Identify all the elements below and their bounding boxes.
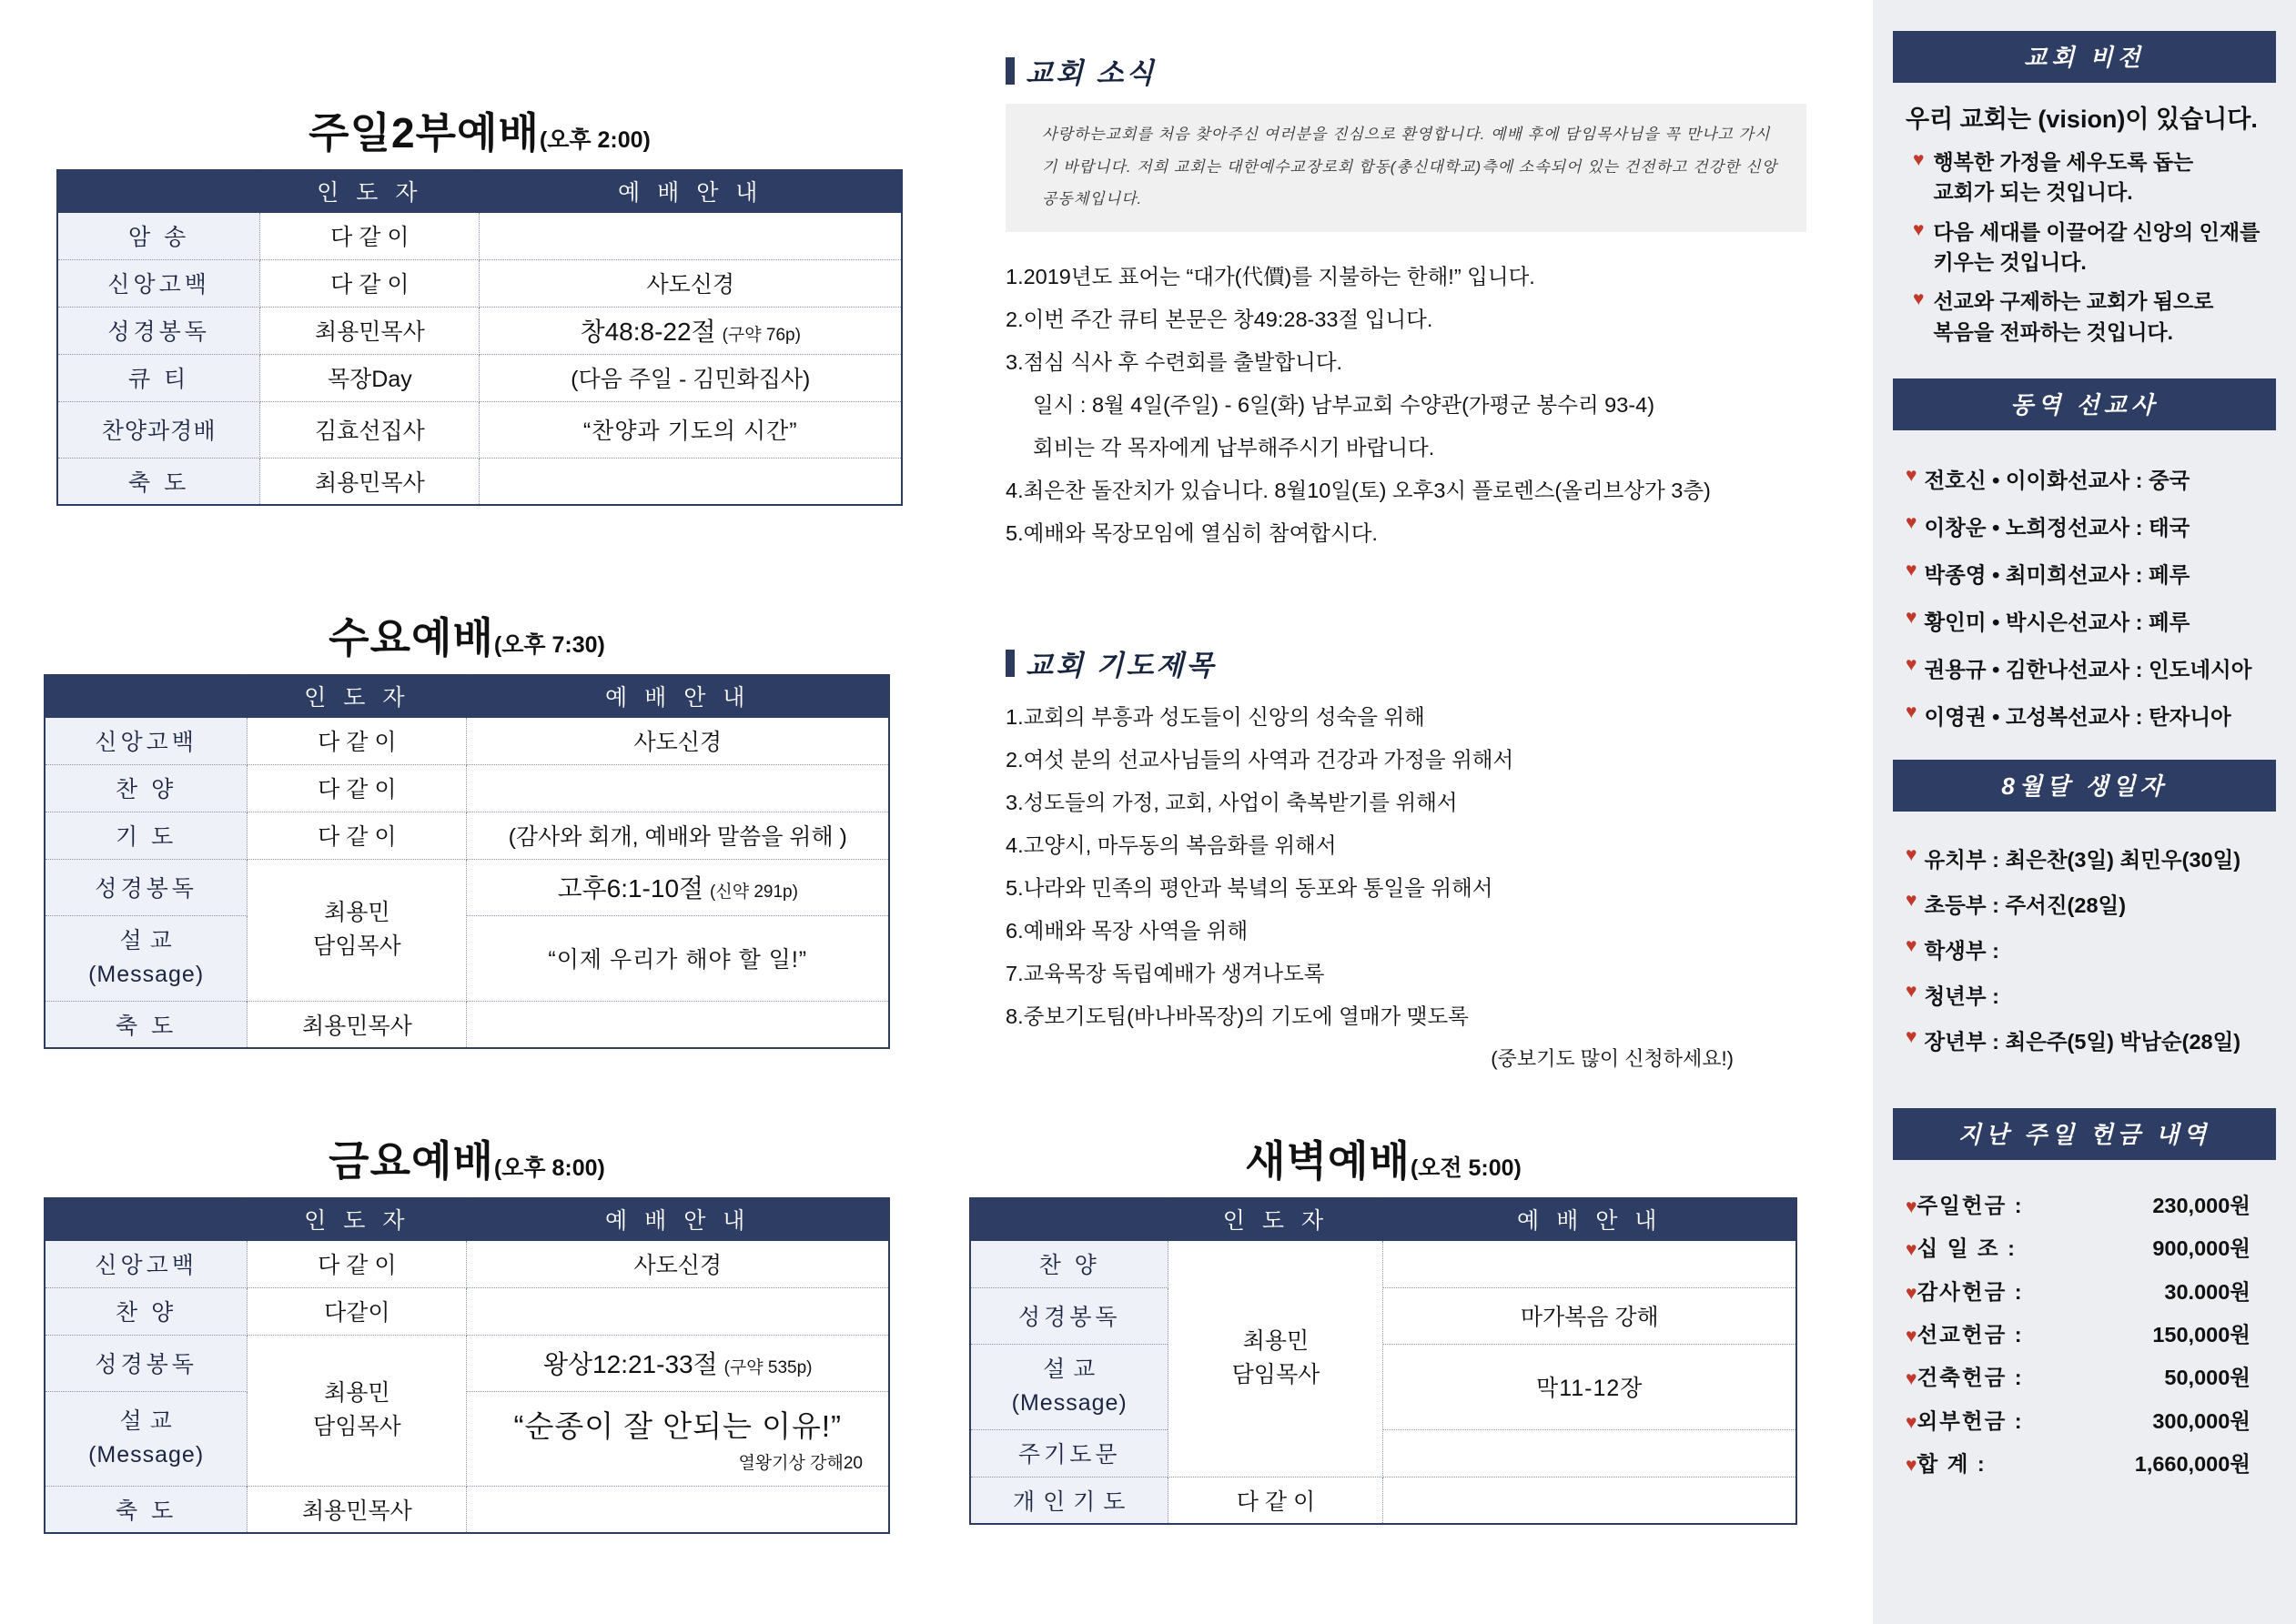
service-title-main: 주일2부예배 bbox=[308, 109, 540, 156]
row-note bbox=[467, 1335, 889, 1391]
offering-amount: 300,000원 bbox=[2152, 1408, 2250, 1433]
row-item: 축 도 bbox=[45, 1001, 248, 1048]
table-row bbox=[57, 354, 902, 401]
row-leader: 다 같 이 bbox=[248, 764, 467, 812]
row-leader: 최용민목사 bbox=[248, 1486, 467, 1533]
list-item: 7.교육목장 독립예배가 생겨나도록 bbox=[1006, 962, 1325, 986]
missionary-item bbox=[1906, 463, 2272, 494]
row-item: 축 도 bbox=[57, 458, 260, 505]
welcome-notice: 사랑하는교회를 처음 찾아주신 여러분을 진심으로 환영합니다. 예배 후에 담임목사님을 꼭 만나고 가시기 바랍니다. 저희 교회는 대한예수교장로회 합동(총신대학교)측에 소속되어 있는 건전하고 건강한 신앙 공동체입니다. bbox=[1006, 104, 1806, 232]
offering-amount: 230,000원 bbox=[2152, 1194, 2250, 1218]
offering-row bbox=[1906, 1275, 2272, 1306]
row-note bbox=[1383, 1477, 1796, 1524]
offering-amount: 150,000원 bbox=[2152, 1322, 2250, 1347]
offering-amount: 900,000원 bbox=[2152, 1236, 2250, 1261]
heart-icon: ♥ bbox=[1906, 844, 1917, 866]
vision-item bbox=[1900, 147, 2272, 208]
col-note: 예 배 안 내 bbox=[467, 1198, 889, 1240]
row-note-text: 고후6:1-10절 bbox=[557, 874, 704, 903]
panel-body-missionaries bbox=[1893, 430, 2276, 740]
list-item: 1.교회의 부흥과 성도들이 신앙의 성숙을 위해 bbox=[1006, 705, 1425, 730]
service-table-friday bbox=[44, 1197, 890, 1534]
list-item: 8.중보기도팀(바나바목장)의 기도에 열매가 맺도록 bbox=[1006, 1004, 1469, 1029]
table-row bbox=[45, 812, 889, 859]
row-item: 설 교 (Message) bbox=[45, 915, 248, 1001]
birthday-item bbox=[1906, 933, 2272, 964]
service-title-wednesday bbox=[44, 605, 890, 665]
table-row bbox=[45, 1240, 889, 1287]
birthday-text: 청년부 : bbox=[1924, 984, 1999, 1009]
col-blank bbox=[45, 675, 248, 717]
birthday-text: 유치부 : 최은찬(3일) 최민우(30일) bbox=[1924, 848, 2241, 873]
col-blank bbox=[45, 1198, 248, 1240]
table-header-row bbox=[45, 675, 889, 717]
list-item: 회비는 각 목자에게 납부해주시기 바랍니다. bbox=[1033, 436, 1435, 460]
row-item: 축 도 bbox=[45, 1486, 248, 1533]
offering-row bbox=[1906, 1404, 2272, 1435]
table-row bbox=[970, 1240, 1796, 1287]
heart-icon: ♥ bbox=[1906, 1411, 1917, 1433]
row-leader: 다 같 이 bbox=[260, 259, 480, 307]
vision-item bbox=[1900, 287, 2272, 348]
section-header-prayer bbox=[1006, 642, 1806, 683]
row-item: 신앙고백 bbox=[45, 1240, 248, 1287]
row-note bbox=[480, 307, 902, 354]
heart-icon: ♥ bbox=[1906, 1368, 1917, 1390]
col-leader: 인 도 자 bbox=[248, 675, 467, 717]
row-item: 설 교 (Message) bbox=[45, 1391, 248, 1486]
panel-body-vision bbox=[1893, 83, 2276, 366]
table-row bbox=[970, 1287, 1796, 1344]
col-note: 예 배 안 내 bbox=[467, 675, 889, 717]
row-note: 마가복음 강해 bbox=[1383, 1287, 1796, 1344]
heart-icon: ♥ bbox=[1906, 512, 1917, 534]
heart-icon: ♥ bbox=[1906, 890, 1917, 912]
section-bar-icon bbox=[1006, 650, 1015, 677]
col-note: 예 배 안 내 bbox=[480, 170, 902, 212]
table-row bbox=[57, 458, 902, 505]
table-header-row bbox=[57, 170, 902, 212]
row-item: 개 인 기 도 bbox=[970, 1477, 1168, 1524]
service-title-sunday2 bbox=[56, 100, 903, 160]
table-row bbox=[45, 915, 889, 1001]
row-note-extra: 열왕기상 강해20 bbox=[738, 1454, 863, 1473]
row-note bbox=[467, 764, 889, 812]
missionary-item bbox=[1906, 652, 2272, 683]
section-bar-icon bbox=[1006, 57, 1015, 85]
row-note bbox=[467, 1287, 889, 1335]
offering-row bbox=[1906, 1317, 2272, 1348]
heart-icon: ♥ bbox=[1906, 560, 1917, 581]
service-table-wednesday bbox=[44, 674, 890, 1049]
list-item: 5.나라와 민족의 평안과 북녘의 동포와 통일을 위해서 bbox=[1006, 876, 1493, 901]
offering-amount: 50,000원 bbox=[2164, 1366, 2250, 1390]
heart-icon: ♥ bbox=[1906, 1196, 1917, 1218]
panel-body-birthdays bbox=[1893, 812, 2276, 1064]
list-item: 6.예배와 목장 사역을 위해 bbox=[1006, 919, 1249, 943]
panel-body-offering bbox=[1893, 1160, 2276, 1487]
row-note-text: 왕상12:21-33절 bbox=[542, 1350, 718, 1378]
row-leader: 김효선집사 bbox=[260, 401, 480, 458]
offering-row-total bbox=[1906, 1447, 2272, 1478]
row-item: 찬 양 bbox=[970, 1240, 1168, 1287]
heart-icon: ♥ bbox=[1906, 1239, 1917, 1261]
table-row bbox=[45, 764, 889, 812]
middle-column bbox=[1006, 50, 1806, 1072]
table-row bbox=[57, 307, 902, 354]
row-item: 찬양과경배 bbox=[57, 401, 260, 458]
row-leader: 다 같 이 bbox=[260, 212, 480, 259]
offering-label: 건축헌금 : bbox=[1917, 1366, 2024, 1390]
row-item: 찬 양 bbox=[45, 764, 248, 812]
offering-label: 외부헌금 : bbox=[1917, 1408, 2024, 1433]
offering-row bbox=[1906, 1231, 2272, 1262]
row-note-text: 창48:8-22절 bbox=[580, 318, 716, 346]
service-table-dawn bbox=[969, 1197, 1797, 1525]
row-note: 사도신경 bbox=[467, 1240, 889, 1287]
service-title-sub: (오후 7:30) bbox=[493, 632, 605, 658]
right-sidebar bbox=[1873, 0, 2296, 1624]
church-news-list bbox=[1006, 256, 1806, 555]
service-title-sub: (오전 5:00) bbox=[1410, 1155, 1522, 1181]
heart-icon: ♥ bbox=[1913, 288, 1925, 310]
service-block-wednesday bbox=[44, 605, 890, 1049]
row-item: 신앙고백 bbox=[57, 259, 260, 307]
prayer-list bbox=[1006, 696, 1806, 1038]
row-note-extra: (구약 76p) bbox=[722, 326, 801, 345]
heart-icon: ♥ bbox=[1906, 1026, 1917, 1048]
offering-label: 감사헌금 : bbox=[1917, 1279, 2024, 1304]
row-leader: 최용민 담임목사 bbox=[248, 859, 467, 1001]
missionary-name: 전호신 • 이이화선교사 : 중국 bbox=[1924, 469, 2190, 493]
missionary-item bbox=[1906, 605, 2272, 636]
table-row bbox=[970, 1477, 1796, 1524]
row-note-extra: (신약 291p) bbox=[710, 883, 798, 902]
missionary-name: 권용규 • 김한나선교사 : 인도네시아 bbox=[1924, 658, 2252, 682]
service-table-sunday2 bbox=[56, 169, 903, 506]
missionary-item bbox=[1906, 700, 2272, 731]
row-leader: 다 같 이 bbox=[248, 1240, 467, 1287]
list-item: 5.예배와 목장모임에 열심히 참여합시다. bbox=[1006, 521, 1378, 546]
row-note bbox=[467, 1391, 889, 1486]
row-item: 암 송 bbox=[57, 212, 260, 259]
birthday-text: 학생부 : bbox=[1924, 939, 1999, 963]
row-note: “찬양과 기도의 시간” bbox=[480, 401, 902, 458]
row-item: 성경봉독 bbox=[970, 1287, 1168, 1344]
row-leader: 다같이 bbox=[248, 1287, 467, 1335]
row-note-text: “순종이 잘 안되는 이유!” bbox=[513, 1409, 843, 1443]
col-leader: 인 도 자 bbox=[260, 170, 480, 212]
row-note bbox=[480, 458, 902, 505]
prayer-footnote: (중보기도 많이 신청하세요!) bbox=[1491, 1047, 1734, 1071]
list-item: 3.점심 식사 후 수련회를 출발합니다. bbox=[1006, 350, 1343, 375]
row-item: 성경봉독 bbox=[57, 307, 260, 354]
birthday-text: 초등부 : 주서진(28일) bbox=[1924, 893, 2127, 918]
service-block-friday bbox=[44, 1128, 890, 1534]
table-row bbox=[45, 1001, 889, 1048]
table-row bbox=[57, 212, 902, 259]
row-leader: 다 같 이 bbox=[1168, 1477, 1383, 1524]
list-item: 1.2019년도 표어는 “대가(代價)를 지불하는 한해!” 입니다. bbox=[1006, 265, 1535, 289]
col-leader: 인 도 자 bbox=[248, 1198, 467, 1240]
list-item: 2.여섯 분의 선교사님들의 사역과 건강과 가정을 위해서 bbox=[1006, 748, 1514, 772]
heart-icon: ♥ bbox=[1906, 935, 1917, 957]
row-note bbox=[467, 1486, 889, 1533]
col-leader: 인 도 자 bbox=[1168, 1198, 1383, 1240]
heart-icon: ♥ bbox=[1906, 701, 1917, 723]
row-note: 사도신경 bbox=[480, 259, 902, 307]
service-title-friday bbox=[44, 1128, 890, 1188]
service-title-sub: (오후 2:00) bbox=[539, 127, 651, 153]
birthday-item bbox=[1906, 979, 2272, 1010]
row-item: 신앙고백 bbox=[45, 717, 248, 764]
row-leader: 다 같 이 bbox=[248, 717, 467, 764]
row-item: 큐 티 bbox=[57, 354, 260, 401]
table-row bbox=[970, 1344, 1796, 1429]
table-row bbox=[45, 1287, 889, 1335]
list-item: 2.이번 주간 큐티 본문은 창49:28-33절 입니다. bbox=[1006, 308, 1433, 332]
row-note: 막11-12장 bbox=[1383, 1344, 1796, 1429]
row-item: 성경봉독 bbox=[45, 859, 248, 915]
row-note: (다음 주일 - 김민화집사) bbox=[480, 354, 902, 401]
panel-header-birthdays: 8월달 생일자 bbox=[1893, 760, 2276, 812]
list-item: 4.고양시, 마두동의 복음화를 위해서 bbox=[1006, 833, 1337, 858]
row-leader: 최용민목사 bbox=[248, 1001, 467, 1048]
heart-icon: ♥ bbox=[1906, 465, 1917, 487]
row-leader: 최용민 담임목사 bbox=[248, 1335, 467, 1486]
service-title-sub: (오후 8:00) bbox=[493, 1155, 605, 1181]
heart-icon: ♥ bbox=[1906, 1325, 1917, 1347]
missionary-name: 이영권 • 고성복선교사 : 탄자니아 bbox=[1924, 705, 2231, 730]
missionary-item bbox=[1906, 558, 2272, 589]
birthday-text: 장년부 : 최은주(5일) 박남순(28일) bbox=[1924, 1030, 2241, 1054]
offering-label: 합 계 : bbox=[1917, 1451, 1987, 1476]
missionary-name: 황인미 • 박시은선교사 : 페루 bbox=[1924, 610, 2190, 635]
vision-lead: 우리 교회는 (vision)이 있습니다. bbox=[1906, 106, 2258, 133]
vision-item-text: 선교와 구제하는 교회가 됨으로 복음을 전파하는 것입니다. bbox=[1933, 289, 2214, 344]
col-note: 예 배 안 내 bbox=[1383, 1198, 1796, 1240]
table-row bbox=[45, 859, 889, 915]
list-item: 일시 : 8월 4일(주일) - 6일(화) 남부교회 수양관(가평군 봉수리 93-4) bbox=[1033, 393, 1655, 418]
row-leader: 최용민 담임목사 bbox=[1168, 1240, 1383, 1477]
list-item: 3.성도들의 가정, 교회, 사업이 축복받기를 위해서 bbox=[1006, 791, 1458, 815]
row-item: 주기도문 bbox=[970, 1429, 1168, 1477]
section-title: 교회 기도제목 bbox=[1026, 650, 1217, 682]
panel-header-missionaries: 동역 선교사 bbox=[1893, 378, 2276, 430]
offering-label: 주일헌금 : bbox=[1917, 1194, 2024, 1218]
heart-icon: ♥ bbox=[1906, 981, 1917, 1003]
table-row bbox=[970, 1429, 1796, 1477]
row-item: 기 도 bbox=[45, 812, 248, 859]
heart-icon: ♥ bbox=[1913, 218, 1925, 240]
row-leader: 최용민목사 bbox=[260, 307, 480, 354]
row-note: (감사와 회개, 예배와 말씀을 위해 ) bbox=[467, 812, 889, 859]
service-block-dawn bbox=[969, 1128, 1797, 1525]
row-item: 찬 양 bbox=[45, 1287, 248, 1335]
row-leader: 다 같 이 bbox=[248, 812, 467, 859]
table-row bbox=[57, 401, 902, 458]
heart-icon: ♥ bbox=[1906, 654, 1917, 676]
vision-item-text: 다음 세대를 이끌어갈 신앙의 인재를 키우는 것입니다. bbox=[1933, 219, 2261, 275]
service-title-main: 수요예배 bbox=[329, 614, 494, 661]
section-title: 교회 소식 bbox=[1026, 57, 1157, 89]
row-note-extra: (구약 535p) bbox=[723, 1358, 813, 1377]
service-title-main: 새벽예배 bbox=[1245, 1137, 1411, 1185]
row-note bbox=[1383, 1240, 1796, 1287]
row-note: “이제 우리가 해야 할 일!” bbox=[467, 915, 889, 1001]
row-item: 설 교 (Message) bbox=[970, 1344, 1168, 1429]
row-note: 사도신경 bbox=[467, 717, 889, 764]
table-row bbox=[45, 1391, 889, 1486]
offering-label: 선교헌금 : bbox=[1917, 1322, 2024, 1347]
heart-icon: ♥ bbox=[1906, 1282, 1917, 1304]
row-note bbox=[467, 1001, 889, 1048]
panel-header-vision: 교회 비전 bbox=[1893, 31, 2276, 83]
table-header-row bbox=[970, 1198, 1796, 1240]
table-row bbox=[57, 259, 902, 307]
col-blank bbox=[970, 1198, 1168, 1240]
row-item: 성경봉독 bbox=[45, 1335, 248, 1391]
row-note bbox=[1383, 1429, 1796, 1477]
row-note bbox=[467, 859, 889, 915]
list-item: 4.최은찬 돌잔치가 있습니다. 8월10일(토) 오후3시 플로렌스(올리브상가 3층) bbox=[1006, 479, 1711, 503]
row-note bbox=[480, 212, 902, 259]
table-header-row bbox=[45, 1198, 889, 1240]
row-leader: 최용민목사 bbox=[260, 458, 480, 505]
offering-row bbox=[1906, 1188, 2272, 1219]
service-title-dawn bbox=[969, 1128, 1797, 1188]
section-header-church-news bbox=[1006, 50, 1806, 91]
table-row bbox=[45, 717, 889, 764]
service-block-sunday2 bbox=[56, 100, 903, 506]
offering-amount: 30.000원 bbox=[2164, 1279, 2250, 1304]
heart-icon: ♥ bbox=[1913, 149, 1925, 170]
service-title-main: 금요예배 bbox=[329, 1137, 494, 1185]
row-leader: 목장Day bbox=[260, 354, 480, 401]
birthday-item bbox=[1906, 842, 2272, 873]
vision-item-text: 행복한 가정을 세우도록 돕는 교회가 되는 것입니다. bbox=[1933, 150, 2194, 205]
heart-icon: ♥ bbox=[1906, 607, 1917, 629]
birthday-item bbox=[1906, 888, 2272, 919]
missionary-name: 박종영 • 최미희선교사 : 페루 bbox=[1924, 563, 2190, 588]
offering-label: 십 일 조 : bbox=[1917, 1236, 2017, 1261]
offering-row bbox=[1906, 1360, 2272, 1391]
missionary-item bbox=[1906, 510, 2272, 541]
table-row bbox=[45, 1335, 889, 1391]
table-row bbox=[45, 1486, 889, 1533]
panel-header-offering: 지난 주일 헌금 내역 bbox=[1893, 1108, 2276, 1160]
col-blank bbox=[57, 170, 260, 212]
offering-amount: 1,660,000원 bbox=[2134, 1451, 2250, 1476]
heart-icon: ♥ bbox=[1906, 1454, 1917, 1476]
missionary-name: 이창운 • 노희정선교사 : 태국 bbox=[1924, 516, 2190, 540]
birthday-item bbox=[1906, 1024, 2272, 1055]
vision-item bbox=[1900, 217, 2272, 278]
